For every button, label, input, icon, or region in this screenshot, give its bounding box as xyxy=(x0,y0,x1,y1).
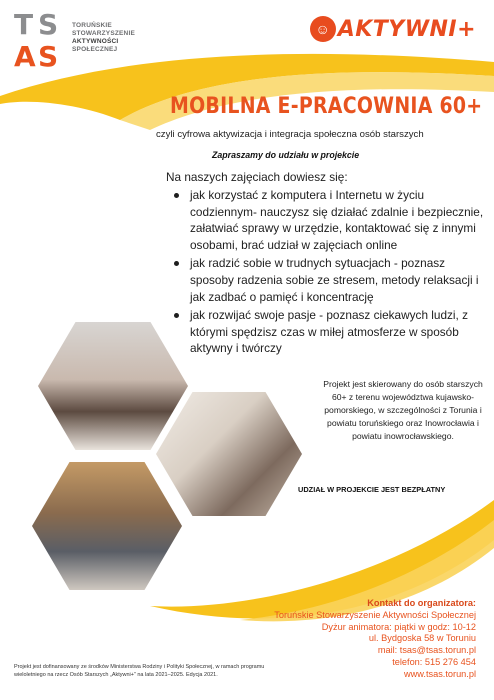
list-item-text: jak radzić sobie w trudnych sytuacjach - poznasz sposoby radzenia sobie ze stresem, metody relaksacji i jak zadbać o pamięć i koncentrację xyxy=(190,256,479,304)
tsas-logo-text xyxy=(72,22,135,54)
contact-phone[interactable]: telefon: 515 276 454 xyxy=(392,656,476,667)
list-item xyxy=(172,255,490,305)
footer-note: Projekt jest dofinansowany ze środków Ministerstwa Rodziny i Polityki Społecznej, w ramach programu wieloletniego na rzecz Osób Starszych „Aktywni+” na lata 2021–2025. Edycja 2021. xyxy=(14,664,265,678)
tsas-line-1: TORUŃSKIE xyxy=(72,22,112,29)
svg-text:S: S xyxy=(38,40,59,72)
svg-text:S: S xyxy=(38,8,59,41)
person-icon: ☺ xyxy=(310,16,336,42)
contact-mail[interactable]: mail: tsas@tsas.torun.pl xyxy=(377,645,476,656)
svg-text:A: A xyxy=(14,40,36,72)
list-item xyxy=(172,187,490,253)
bullet-icon xyxy=(174,193,179,198)
aktywni-logo-text: AKTYWNI+ xyxy=(337,16,476,42)
bullet-icon xyxy=(174,261,179,266)
list-item-text: jak rozwijać swoje pasje - poznasz ciekawych ludzi, z którymi spędzisz czas w miłej atmosferze w sposób aktywny i twórczy xyxy=(190,308,468,356)
contact-org: Toruńskie Stowarzyszenie Aktywności Społecznej xyxy=(274,609,476,620)
list-item-text: jak korzystać z komputera i Internetu w życiu codziennym- nauczysz się działać zdalnie i bezpiecznie, załatwiać sprawy w urzędzie, kontaktować się z innymi osobami, brać udział w zajęciach online xyxy=(190,188,484,252)
project-info: Projekt jest skierowany do osób starszych 60+ z terenu województwa kujawsko-pomorskiego, w szczególności z Torunia i powiatu toruńskiego oraz Inowrocławia i powiatu inowrocławskiego. xyxy=(323,379,483,441)
benefits-list xyxy=(172,187,490,359)
tsas-logo-icon xyxy=(12,8,70,72)
lead-text: Na naszych zajęciach dowiesz się: xyxy=(166,170,348,184)
list-item xyxy=(172,307,490,357)
free-participation-note: UDZIAŁ W PROJEKCIE JEST BEZPŁATNY xyxy=(298,485,446,494)
tsas-line-4: SPOŁECZNEJ xyxy=(72,46,118,53)
contact-block xyxy=(274,598,476,681)
invitation-text: Zapraszamy do udziału w projekcie xyxy=(212,150,360,160)
contact-www[interactable]: www.tsas.torun.pl xyxy=(404,668,476,679)
page-title: MOBILNA E-PRACOWNIA 60+ xyxy=(170,94,483,119)
contact-hours: Dyżur animatora: piątki w godz: 10-12 xyxy=(321,621,476,632)
svg-text:T: T xyxy=(14,8,34,41)
subtitle: czyli cyfrowa aktywizacja i integracja społeczna osób starszych xyxy=(156,129,424,140)
tsas-line-3: AKTYWNOŚCI xyxy=(72,38,119,45)
aktywni-logo xyxy=(310,14,476,44)
contact-heading: Kontakt do organizatora: xyxy=(367,598,476,608)
contact-address: ul. Bydgoska 58 w Toruniu xyxy=(368,633,476,644)
bullet-icon xyxy=(174,313,179,318)
tsas-line-2: STOWARZYSZENIE xyxy=(72,30,135,37)
